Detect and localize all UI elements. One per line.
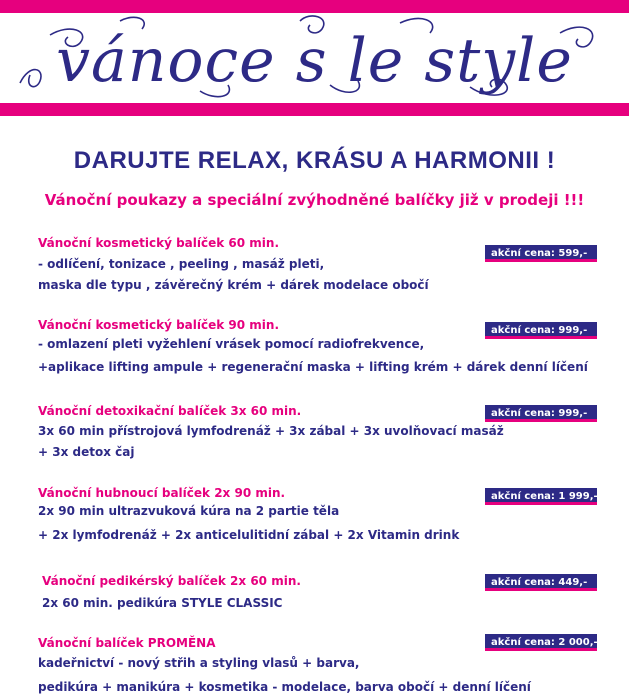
package-title: Vánoční kosmetický balíček 90 min. [38, 318, 280, 332]
package-card [0, 574, 629, 614]
logo-banner [0, 13, 629, 103]
package-title: Vánoční hubnoucí balíček 2x 90 min. [38, 486, 286, 500]
bottom-accent-bar [0, 103, 629, 116]
package-description-line: +aplikace lifting ampule + regenerační maska + lifting krém + dárek denní líčení [38, 360, 588, 374]
logo-text: vánoce s le style [56, 26, 573, 96]
package-description-line: - omlazení pleti vyžehlení vrásek pomocí radiofrekvence, [38, 337, 425, 351]
price-badge: akční cena: 599,- [485, 245, 597, 262]
package-title: Vánoční pedikérský balíček 2x 60 min. [42, 574, 301, 588]
top-accent-bar [0, 0, 629, 13]
package-description-line: pedikúra + manikúra + kosmetika - modelace, barva obočí + denní líčení [38, 680, 531, 694]
price-badge: akční cena: 1 999,- [485, 488, 597, 505]
package-description-line: 3x 60 min přístrojová lymfodrenáž + 3x zábal + 3x uvolňovací masáž [38, 424, 504, 438]
package-title: Vánoční kosmetický balíček 60 min. [38, 236, 280, 250]
price-badge: akční cena: 449,- [485, 574, 597, 591]
package-card [0, 404, 629, 464]
package-description-line: + 3x detox čaj [38, 445, 135, 459]
price-badge: akční cena: 2 000,- [485, 634, 597, 651]
package-description-line: - odlíčení, tonizace , peeling , masáž pleti, [38, 257, 325, 271]
package-card [0, 636, 629, 696]
package-card [0, 236, 629, 296]
package-description-line: + 2x lymfodrenáž + 2x anticelulitidní zábal + 2x Vitamin drink [38, 528, 460, 542]
package-description-line: 2x 90 min ultrazvuková kúra na 2 partie těla [38, 504, 340, 518]
price-badge: akční cena: 999,- [485, 405, 597, 422]
page-headline: DARUJTE RELAX, KRÁSU A HARMONII ! [73, 147, 556, 174]
price-badge: akční cena: 999,- [485, 322, 597, 339]
package-description-line: maska dle typu , závěrečný krém + dárek modelace obočí [38, 278, 429, 292]
package-title: Vánoční detoxikační balíček 3x 60 min. [38, 404, 302, 418]
package-card [0, 486, 629, 546]
package-description-line: 2x 60 min. pedikúra STYLE CLASSIC [42, 596, 283, 610]
package-card [0, 318, 629, 378]
package-description-line: kadeřnictví - nový střih a styling vlasů + barva, [38, 656, 360, 670]
page-subheadline: Vánoční poukazy a speciální zvýhodněné balíčky již v prodeji !!! [44, 191, 585, 209]
package-title: Vánoční balíček PROMĚNA [38, 636, 216, 650]
